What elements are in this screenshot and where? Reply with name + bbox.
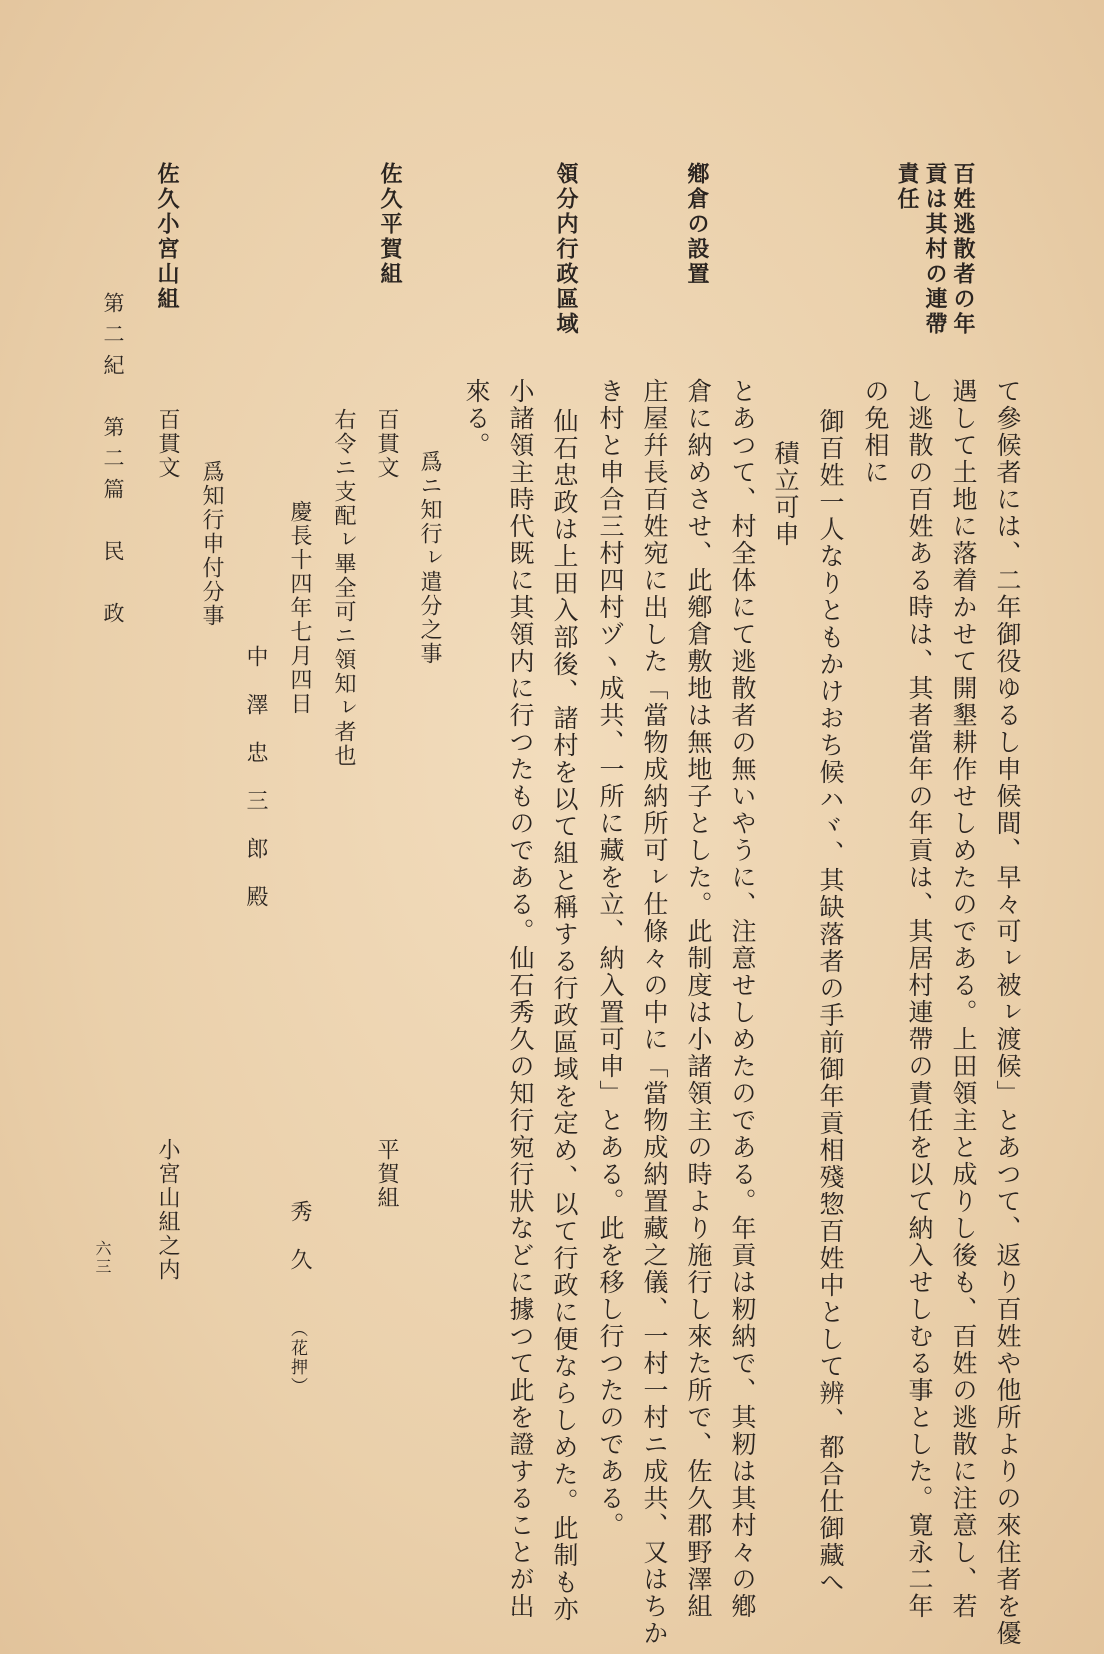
doc1-order: 右令ニ支配ㇾ畢全可ニ領知ㇾ者也: [331, 408, 356, 768]
doc1-date: 慶長十四年七月四日: [287, 500, 312, 716]
side-heading-village-storehouse: 鄕倉の設置: [684, 162, 710, 287]
body-line-10: 小諸領主時代既に其領内に行つたものである。仙石秀久の知行宛行狀などに據つて此を證することが出: [506, 378, 535, 1620]
doc2-amount: 百貫文: [155, 408, 180, 480]
doc2-title: 爲知行申付分事: [199, 460, 224, 628]
doc1-amount: 百貫文: [374, 408, 399, 480]
body-line-1: て參候者には、二年御役ゆるし申候間、早々可ㇾ被ㇾ渡候」とあつて、返り百姓や他所よりの來住者を優: [993, 378, 1022, 1647]
doc1-signer: 秀 久: [287, 1200, 312, 1272]
doc1-kao: （花押）: [287, 1320, 307, 1396]
body-line-9: 仙石忠政は上田入部後、諸村を以て組と稱する行政區域を定め、以て行政に便ならしめた。此制も亦: [550, 408, 579, 1623]
running-footer: 第二紀 第二篇 民 政: [101, 292, 125, 633]
quote-line-2: 積立可申: [771, 440, 800, 548]
body-line-7: 庄屋幷長百姓宛に出した「當物成納所可ㇾ仕條々の中に「當物成納置藏之儀、一村一村ニ成共、又はちか: [640, 378, 669, 1647]
page-number: 六三: [93, 1240, 112, 1276]
body-line-8: き村と申合三村四村ヅヽ成共、一所に藏を立、納入置可申」とある。此を移し行つたのである。: [596, 378, 625, 1539]
side-heading-tax-responsibility-3: 責任: [894, 162, 920, 212]
body-line-4: の免相に: [861, 378, 890, 486]
quote-line-1: 御百姓一人なりともかけおち候ハヾ、其缺落者の手前御年貢相殘惣百姓中として辨、都合仕御藏へ: [816, 408, 845, 1596]
doc1-addressee: 中 澤 忠 三 郎 殿: [243, 645, 268, 909]
doc1-place: 平賀組: [374, 1138, 399, 1210]
body-line-2: 遇して土地に落着かせて開墾耕作せしめたのである。上田領主と成りし後も、百姓の逃散に注意し、若: [949, 378, 978, 1620]
side-heading-tax-responsibility-1: 百姓逃散者の年: [950, 162, 976, 337]
doc2-place: 小宮山組之内: [155, 1138, 180, 1282]
side-heading-hiraga-group: 佐久平賀組: [377, 162, 403, 287]
side-heading-tax-responsibility-2: 貢は其村の連帶: [922, 162, 948, 337]
side-heading-komiyama-group: 佐久小宮山組: [154, 162, 180, 312]
side-heading-admin-districts: 領分内行政區域: [553, 162, 579, 337]
body-line-11: 來る。: [462, 378, 491, 459]
body-line-6: 倉に納めさせ、此鄕倉敷地は無地子とした。此制度は小諸領主の時より施行し來た所で、佐久郡野澤組: [684, 378, 713, 1620]
body-line-5: とあつて、村全体にて逃散者の無いやうに、注意せしめたのである。年貢は籾納で、其籾は其村々の鄕: [728, 378, 757, 1620]
doc1-title: 爲ニ知行ㇾ遣分之事: [417, 450, 442, 666]
body-line-3: し逃散の百姓ある時は、其者當年の年貢は、其居村連帶の責任を以て納入せしむる事とした。寛永二年: [905, 378, 934, 1620]
